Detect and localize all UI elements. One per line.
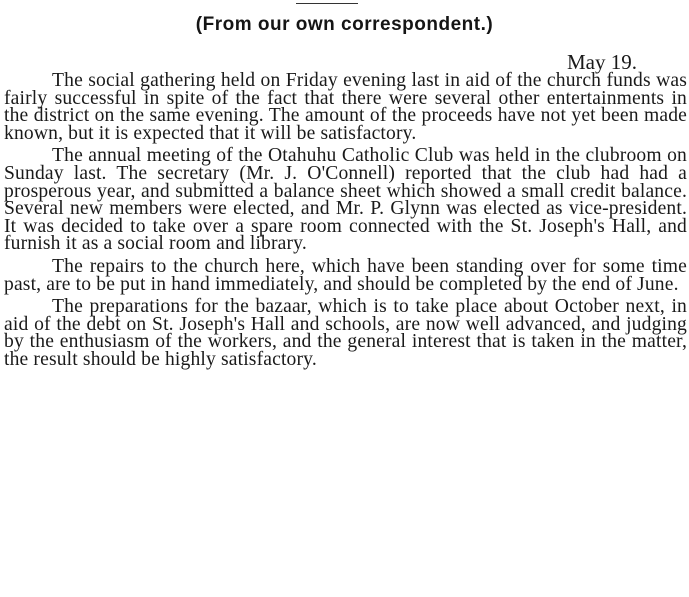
- article-body: [4, 72, 687, 374]
- column-rule: [296, 3, 358, 4]
- byline-heading: (From our own correspondent.): [195, 14, 494, 35]
- dateline: May 19.: [567, 50, 637, 74]
- paragraph-church-repairs: The repairs to the church here, which have been standing over for some time past, are to be put in hand immediately, and should be completed by the end of June.: [4, 255, 687, 295]
- paragraph-bazaar: The preparations for the bazaar, which is to take place about October next, in aid of the debt on St. Joseph's Hall and schools, are now well advanced, and judging by the enthusiasm of the workers, and the general interest that is taken in the matter, the result should be highly satisfactory.: [4, 296, 687, 370]
- paragraph-social-gathering: The social gathering held on Friday evening last in aid of the church funds was fairly successful in spite of the fact that there were several other entertainments in the district on the same evening. The amount of the proceeds have not yet been made known, but it is expected that it will be satisfactory.: [4, 70, 687, 144]
- paragraph-catholic-club: The annual meeting of the Otahuhu Catholic Club was held in the clubroom on Sunday last. The secretary (Mr. J. O'Connell) reported that the club had had a prosperous year, and submitted a balance sheet which showed a small credit balance. Several new members were elected, and Mr. P. Glynn was elected as vice-president. It was decided to take over a spare room connected with the St. Joseph's Hall, and furnish it as a social room and library.: [4, 145, 687, 255]
